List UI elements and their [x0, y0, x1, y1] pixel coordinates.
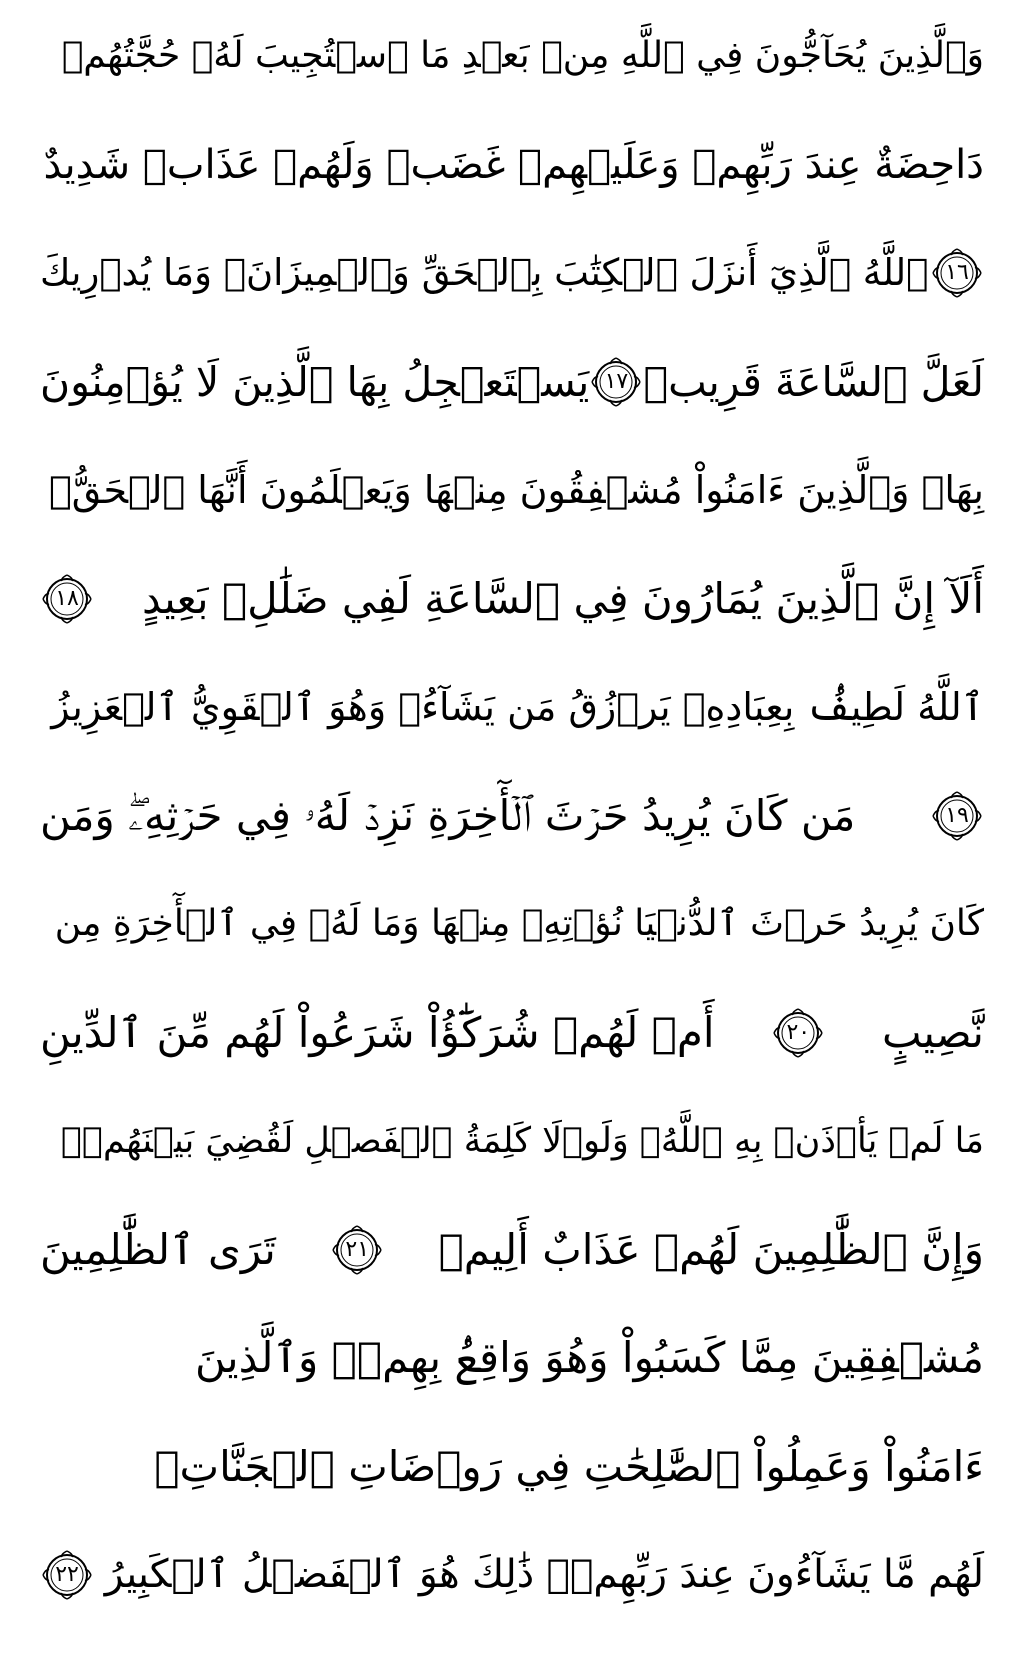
ayah-number-marker [771, 1006, 825, 1060]
verse-text-segment: ٱللَّهُ لَطِيفُۢ بِعِبَادِهِۦ يَرۡزُقُ مَن يَشَآءُۖ وَهُوَ ٱلۡقَوِيُّ ٱلۡعَزِيزُ [51, 685, 984, 729]
ayah-number: ١٧ [604, 368, 629, 394]
ayah-number-marker [930, 789, 984, 843]
text-line [40, 444, 984, 536]
verse-text-segment: ءَامَنُواْ وَعَمِلُواْ ٱلصَّٰلِحَٰتِ فِي رَوۡضَاتِ ٱلۡجَنَّاتِۖ [154, 1441, 984, 1491]
verse-text-segment: أَمۡ لَهُمۡ شُرَكَٰٓؤُاْ شَرَعُواْ لَهُم مِّنَ ٱلدِّينِ [40, 1007, 715, 1057]
verse-text-segment: لَعَلَّ ٱلسَّاعَةَ قَرِيبٞ [643, 357, 984, 406]
text-line [40, 1312, 984, 1404]
verse-text-segment: كَانَ يُرِيدُ حَرۡثَ ٱلدُّنۡيَا نُؤۡتِهِۦ مِنۡهَا وَمَا لَهُۥ فِي ٱلۡأٓخِرَةِ مِن [54, 903, 984, 944]
text-line [40, 987, 984, 1079]
text-line [40, 553, 984, 645]
ayah-number: ٢٢ [55, 1562, 79, 1587]
text-line [40, 770, 984, 862]
ayah-number: ١٦ [945, 260, 969, 285]
ayah-number-marker [40, 1548, 94, 1602]
verse-text-segment: وَٱلَّذِينَ يُحَآجُّونَ فِي ٱللَّهِ مِنۢ بَعۡدِ مَا ٱسۡتُجِيبَ لَهُۥ حُجَّتُهُمۡ [61, 35, 984, 76]
verse-text-segment: مُشۡفِقِينَ مِمَّا كَسَبُواْ وَهُوَ وَاقِعُۢ بِهِمۡۗ وَٱلَّذِينَ [194, 1333, 984, 1382]
text-line [40, 1204, 984, 1296]
ayah-number-marker [589, 355, 643, 409]
verse-text-segment: نَّصِيبٍ [881, 1007, 984, 1057]
text-line [40, 1095, 984, 1187]
verse-text-segment: مَا لَمۡ يَأۡذَنۢ بِهِ ٱللَّهُۚ وَلَوۡلَا كَلِمَةُ ٱلۡفَصۡلِ لَقُضِيَ بَيۡنَهُمۡۗ [60, 1121, 984, 1161]
text-line [40, 119, 984, 211]
text-line [40, 227, 984, 319]
verse-text-segment: دَاحِضَةٌ عِندَ رَبِّهِمۡ وَعَلَيۡهِمۡ غَضَبٞ وَلَهُمۡ عَذَابٞ شَدِيدٌ [43, 141, 984, 188]
ayah-number: ٢١ [345, 1236, 370, 1262]
verse-text-segment: أَلَآ إِنَّ ٱلَّذِينَ يُمَارُونَ فِي ٱلسَّاعَةِ لَفِي ضَلَٰلِۭ بَعِيدٍ [141, 573, 984, 623]
ayah-number-marker [330, 1223, 384, 1277]
mushaf-page [40, 10, 984, 1646]
verse-text-segment: وَإِنَّ ٱلظَّٰلِمِينَ لَهُمۡ عَذَابٌ أَلِيمٞ [438, 1224, 984, 1274]
verse-text-segment: يَسۡتَعۡجِلُ بِهَا ٱلَّذِينَ لَا يُؤۡمِنُونَ [40, 357, 590, 406]
text-line [40, 878, 984, 970]
text-line [40, 336, 984, 428]
ayah-number-marker [40, 572, 94, 626]
text-line [40, 1421, 984, 1513]
verse-text-segment: بِهَاۖ وَٱلَّذِينَ ءَامَنُواْ مُشۡفِقُونَ مِنۡهَا وَيَعۡلَمُونَ أَنَّهَا ٱلۡحَقُّۗ [49, 468, 984, 512]
verse-text-segment: ٱللَّهُ ٱلَّذِيٓ أَنزَلَ ٱلۡكِتَٰبَ بِٱلۡحَقِّ وَٱلۡمِيزَانَۗ وَمَا يُدۡرِيكَ [40, 251, 929, 294]
text-line [40, 10, 984, 102]
verse-text-segment: تَرَى ٱلظَّٰلِمِينَ [40, 1224, 276, 1274]
verse-text-segment: مَن كَانَ يُرِيدُ حَرۡثَ ٱلۡأٓخِرَةِ نَزِدۡ لَهُۥ فِي حَرۡثِهِۦۖ وَمَن [40, 790, 856, 840]
text-line [40, 661, 984, 753]
text-line [40, 1529, 984, 1621]
ayah-number: ١٨ [55, 585, 79, 611]
ayah-number-marker [930, 246, 984, 300]
ayah-number: ٢٠ [786, 1019, 811, 1045]
ayah-number: ١٩ [945, 802, 969, 828]
verse-text-segment: لَهُم مَّا يَشَآءُونَ عِندَ رَبِّهِمۡۚ ذَٰلِكَ هُوَ ٱلۡفَضۡلُ ٱلۡكَبِيرُ [104, 1552, 984, 1597]
